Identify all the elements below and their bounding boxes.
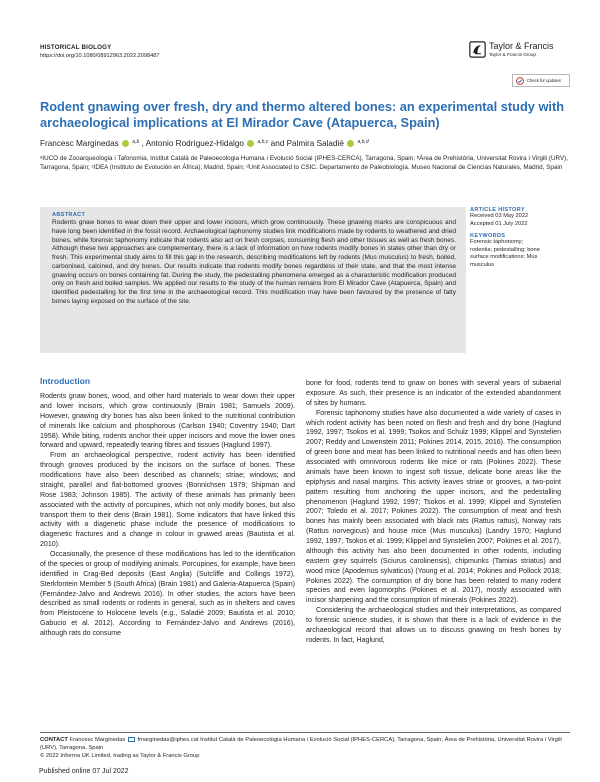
- mail-icon: [128, 737, 135, 742]
- copyright: © 2022 Informa UK Limited, trading as Taylor & Francis Group: [40, 753, 200, 759]
- affiliations: ᵃIUCO de Zooarqueologia i Tafonomia, Institut Català de Paleoecologia Humana i Evolució Social (IPHES-CERCA), Tarragona, Spain; ᵇÀrea de Prehistòria, Universitat Rovira i Virgili (URV), Tarragona, Spain; ᶜIDEA (Instituto de Evolución en África), Madrid, Spain; ᵈUnit Associated to CSIC. Departamento de Paleobiología. Museo Nacional de Ciencias Naturales, Madrid, Spain: [40, 155, 568, 171]
- affiliation-marks: a,b,c: [257, 139, 269, 145]
- abstract-box: [40, 207, 466, 353]
- body-paragraph: Rodents gnaw bones, wood, and other hard materials to wear down their upper and lower incisors, which grow continuously (Brain 1981; Samuels 2009). However, gnawing dry bones has also been linked to the nutritional contribution of minerals like calcium and phosphorous (Carlson 1940; Coventry 1940; Dart 1958). While biting, rodents anchor their upper incisors and move the lower ones forward and upward, repeatedly tearing fibres and tissues (Haglund 1997).: [40, 393, 295, 450]
- body-column-left: [40, 376, 295, 639]
- journal-name: HISTORICAL BIOLOGY: [40, 44, 112, 51]
- published-date: Published online 07 Jul 2022: [39, 768, 129, 775]
- keywords-heading: KEYWORDS: [470, 233, 506, 239]
- orcid-icon[interactable]: [247, 140, 254, 147]
- check-updates-icon: [516, 77, 524, 85]
- author-name[interactable]: and Palmira Saladié: [270, 139, 344, 148]
- keyword-line: surface modifications; Mus: [470, 254, 538, 260]
- article-sidebar: [470, 207, 570, 269]
- affiliation-marks: a,b: [132, 139, 140, 145]
- abstract-heading: ABSTRACT: [52, 212, 86, 218]
- body-paragraph: bone for food, rodents tend to gnaw on bones with several years of subaerial exposure. As such, their presence is an indicator of the extended abandonment of sites by humans.: [306, 380, 561, 407]
- check-updates-label: Check for updates: [527, 78, 561, 83]
- article-title: Rodent gnawing over fresh, dry and thermo altered bones: an experimental study with archaeological implications at El Mirador Cave (Atapuerca, Spain): [40, 99, 565, 130]
- publisher-name: Taylor & Francis: [489, 41, 554, 51]
- body-paragraph: From an archaeological perspective, rodent activity has been identified through grooves produced by the incisors on the surface of bones. These modifications have also been described as channels; striae; windows; and straight, parallel and flat-bottomed grooves (Bonnichsen 1979; Shipman and Rose 1983; Johnson 1985). The activity of these animals has primarily been associated with the activity of porcupines, which not only modify bones, but also transport them to their dens (Brain 1981). Some indicators that have linked this activity with a diagenetic phase include the presence of modifications to diagenetic fractures and a change in colour in gnawed areas (Bautista et al. 2010).: [40, 452, 295, 549]
- abstract-text: Rodents gnaw bones to wear down their upper and lower incisors, which grow continuously. These gnawing marks are conspicuous and have long been identified in the fossil record. Archaeological taphonomy studies link modifications made by rodents to weathered and dried bones, while forensic taphonomy indicate that rodents also act on fresh corpses, consuming flesh and other tissues as well as fresh bones. Although these two approaches are complementary, there is a lack of information on how rodents modify bones in states other than dry or fresh. This experimental study aims to fill this gap in the research, describing modifications left by rodents (Mus musculus) to fresh, boiled, carbonised, calcined, and dry bones. Our results indicate that rodents modify bones regardless of their state, and that the most intense gnawing occurs on bones containing fat. During the study, the pedestalling phenomena emerged as a characteristic modification produced only on fresh and boiled samples. We applied our results to the study of the human remains from El Mirador Cave (Atapuerca, Spain) and identified pedestalling for the first time in the archaeological record. This modification may have been favoured by the presence of fatty bones laying exposed on the surface of the site.: [52, 219, 456, 305]
- keyword-line: Forensic taphonomy;: [470, 239, 524, 245]
- contact-address: Institut Català de Paleoecologia Humana i Evolució Social (IPHES-CERCA), Tarragona, Spain; Àrea de Prehistòria, Universitat Rovira i Virgili (URV), Tarragona, Spain: [40, 737, 562, 752]
- check-updates-button[interactable]: [512, 74, 570, 87]
- author-name[interactable]: , Antonio Rodríguez-Hidalgo: [141, 139, 244, 148]
- contact-info: [40, 736, 570, 752]
- affiliation-marks: a,b,d: [357, 139, 369, 145]
- orcid-icon[interactable]: [347, 140, 354, 147]
- body-paragraph: Considering the archaeological studies and their interpretations, as compared to forensic science studies, it is shown that there is a lack of evidence in the archaeological record that allows us to discuss gnawing on fresh bones by rodents. In fact, Haglund,: [306, 607, 561, 644]
- article-history-heading: ARTICLE HISTORY: [470, 207, 525, 213]
- keyword-line: musculus: [470, 261, 495, 268]
- publisher-logo-icon: [469, 41, 486, 58]
- author-name[interactable]: Francesc Marginedas: [40, 139, 119, 148]
- introduction-heading: Introduction: [40, 376, 91, 386]
- publisher-logo[interactable]: [469, 40, 569, 66]
- publisher-subtitle: Taylor & Francis Group: [489, 52, 536, 57]
- footer-divider: [40, 732, 570, 733]
- body-paragraph: Occasionally, the presence of these modifications has led to the identification of the species or group of modifying animals. Porcupines, for example, have been identified in Crag-Bed deposits (East Anglia) (Sutcliffe and Collings 1972), Sterkfontein Member 5 (South Africa) (Brain 1981) and Galeria-Atapuerca (Spain) (Fernández-Jalvo and Andrews 2016). In other studies, the actors have been described as small rodents or rodents in general, such as in shelters and caves from Pleistocene to Holocene levels (e.g., Saladié 2009; Bautista et al. 2010; Gabucio et al. 2012). According to Fernández-Jalvo and Andrews (2016), although rats do consume: [40, 551, 295, 637]
- accepted-date: Accepted 01 July 2022: [470, 220, 528, 227]
- doi-link[interactable]: https://doi.org/10.1080/08912963.2022.2098487: [40, 53, 160, 59]
- keyword-line: rodentia; pedestalling; bone: [470, 246, 540, 253]
- received-date: Received 03 May 2022: [470, 213, 529, 219]
- body-column-right: [306, 379, 561, 646]
- body-paragraph: Forensic taphonomy studies have also documented a wide variety of cases in which rodent activity has been noted on flesh and fresh and dry bone (Haglund 1992, 1997; Tsokos et al. 1999; Tsokos and Schulz 1999; Klippel and Synstelien 2007; Reddy and Lowenstein 2011; Pokines 2014, 2015, 2016). The consumption of green bone and meat has been linked to nutritional needs and has often been associated with omnivorous rodents like mice or rats (Pokines 2022). These animals have been known to ingest soft tissue, delicate bone areas like the epiphysis and nasal margins. This activity leaves striae or grooves, a two-point pattern resulting from anchoring the upper incisors, and the pedestalling phenomenon (Haglund 1992, 1997; Tsokos et al. 1999; Klippel and Synstelien 2007; Toledo et al. 2017; Pokines 2022). The consumption of meat and fresh bones has mainly been associated with black rats (Rattus rattus), Norway rats (Rattus norvegicus) and house mice (Mus musculus) (Landry 1970; Haglund 1992, 1997; Tsokos et al. 1999; Klippel and Synstelien 2007; Pokines et al. 2017), although this activity has also been documented in other rodents, including eastern grey squirrels (Sciurus carolinensis), chipmunks (Tamias striatus) and wood mice (Apodemus sylvaticus) (Young et al. 2014; Pokines and Pollock 2018; Pokines 2022). The consumption of dry bone has been related to many rodent species and even lagomorphs (Pokines et al. 2017), mostly associated with incisor sharpening and the consumption of minerals (Pokines 2022).: [306, 409, 561, 605]
- orcid-icon[interactable]: [122, 140, 129, 147]
- author-list: [40, 139, 566, 148]
- contact-name: Francesc Marginedas: [69, 737, 126, 743]
- contact-email[interactable]: fmarginedas@iphes.cat: [137, 737, 199, 743]
- contact-label: CONTACT: [40, 737, 68, 743]
